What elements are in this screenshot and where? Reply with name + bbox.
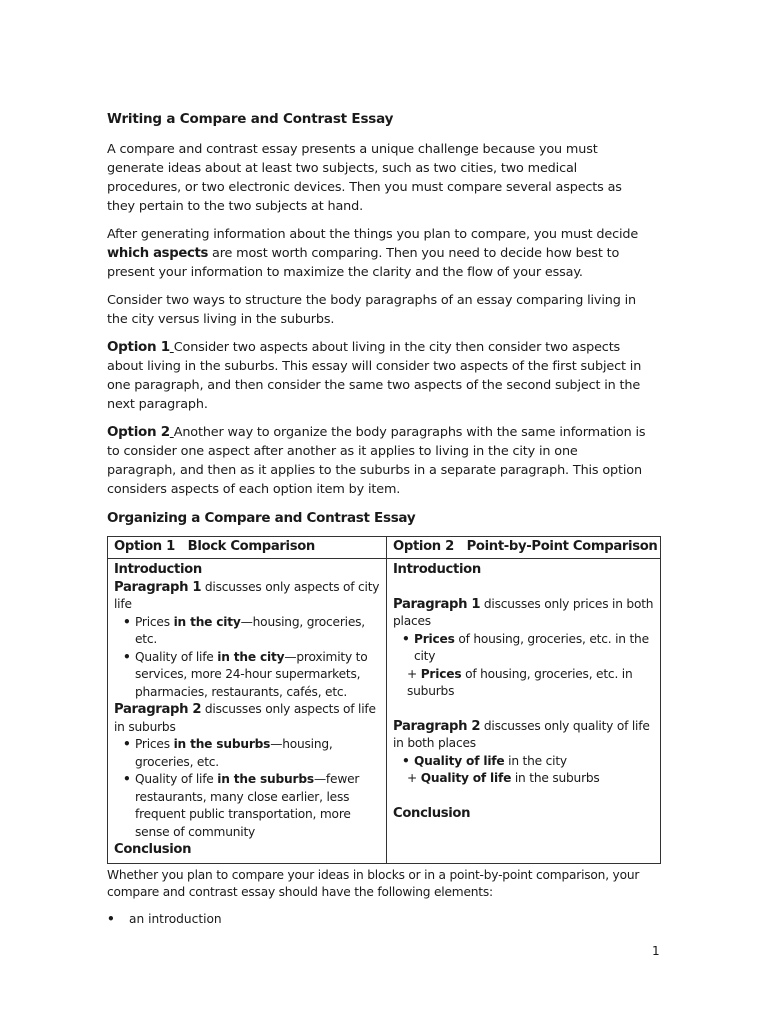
- document-content: [107, 110, 658, 928]
- item-text: in the suburbs: [514, 771, 600, 785]
- col2-header: Option 2 Point-by-Point Comparison: [393, 539, 658, 554]
- table-body-row: [108, 559, 661, 864]
- document-title: Writing a Compare and Contrast Essay: [107, 111, 394, 127]
- item-text: —housing, groceries, etc.: [135, 614, 365, 646]
- aspects-bold: which aspects: [107, 246, 209, 261]
- list-item: [135, 736, 380, 771]
- option1-paragraph: [107, 338, 647, 414]
- col2-introduction: Introduction: [393, 562, 481, 577]
- organizing-title: Organizing a Compare and Contrast Essay: [107, 510, 416, 526]
- item-text: in the city: [508, 753, 567, 768]
- option1-text: Consider two aspects about living in the city then consider two aspects about living in the suburbs. This essay will consider two aspects of the first subject in one paragraph, and then consider the same two aspects of the second subject in the next paragraph.: [107, 340, 642, 412]
- col1-para2-list: [114, 736, 380, 841]
- plus-sign: +: [407, 771, 418, 785]
- item-bold: in the city: [173, 614, 241, 629]
- col2-conclusion: Conclusion: [393, 805, 471, 821]
- list-item: [135, 771, 380, 841]
- col2-paragraph2: [393, 718, 654, 753]
- plus-sign: +: [407, 666, 418, 681]
- col2-para2-text: discusses only quality of life in both places: [393, 718, 650, 750]
- list-item: [135, 649, 380, 702]
- item-text: —proximity to services, more 24-hour supermarkets, pharmacies, restaurants, cafés, etc.: [135, 649, 368, 699]
- structure-paragraph: Consider two ways to structure the body paragraphs of an essay comparing living in the city versus living in the suburbs.: [107, 293, 636, 327]
- elements-intro-paragraph: Whether you plan to compare your ideas in blocks or in a point-by-point comparison, your compare and contrast essay should have the following elements:: [107, 867, 640, 899]
- page-number: 1: [652, 944, 660, 958]
- list-item: [135, 614, 380, 649]
- col2-para2-plus-line: [393, 770, 654, 788]
- col1-header-cell: [108, 537, 387, 559]
- col2-para1-label: Paragraph 1: [393, 596, 481, 612]
- intro-paragraph: A compare and contrast essay presents a unique challenge because you must generate ideas about at least two subjects, such as two cities, two medical procedures, or two electronic devices. Then you must compare several aspects as they pertain to the two subjects at hand.: [107, 142, 622, 214]
- item-bold: Quality of life: [414, 753, 505, 768]
- col2-para1-list: [393, 631, 654, 666]
- option1-label: Option 1: [107, 339, 170, 355]
- col1-header: Option 1 Block Comparison: [114, 539, 315, 554]
- option2-paragraph: [107, 423, 647, 499]
- col1-para2-label: Paragraph 2: [114, 702, 202, 717]
- col1-conclusion: Conclusion: [114, 842, 192, 857]
- table-header-row: [108, 537, 661, 559]
- item-bold: Prices: [414, 631, 455, 646]
- item-text: Prices: [135, 737, 170, 751]
- item-text: of housing, groceries, etc. in suburbs: [407, 666, 633, 698]
- aspects-text-pre: After generating information about the things you plan to compare, you must decide: [107, 227, 639, 242]
- col2-para2-label: Paragraph 2: [393, 718, 481, 734]
- elements-list: [107, 911, 647, 929]
- item-bold: Prices: [420, 666, 462, 681]
- col1-paragraph2: [114, 701, 380, 736]
- col2-paragraph1: [393, 596, 654, 631]
- item-bold: Quality of life: [420, 771, 512, 785]
- list-item: [414, 753, 654, 771]
- option2-label: Option 2: [107, 424, 170, 440]
- option2-text: Another way to organize the body paragraphs with the same information is to consider one aspect after another as it applies to living in the city in one paragraph, and then as it applies to the suburbs in a separate paragraph. This option considers aspects of each option item by item.: [107, 425, 646, 497]
- aspects-paragraph: [107, 225, 647, 282]
- item-bold: in the city: [217, 649, 285, 664]
- col2-para1-text: discusses only prices in both places: [393, 596, 654, 628]
- comparison-table: [107, 536, 661, 864]
- item-text: of housing, groceries, etc. in the city: [414, 631, 649, 663]
- col1-para1-text: discusses only aspects of city life: [114, 579, 380, 611]
- col1-para1-list: [114, 614, 380, 702]
- col1-paragraph1: [114, 579, 380, 614]
- list-item: • an introduction: [107, 911, 647, 929]
- col2-body-cell: [387, 559, 661, 864]
- col2-para2-list: [393, 753, 654, 771]
- col2-para1-plus-line: [393, 666, 654, 701]
- item-text: Quality of life: [135, 649, 214, 664]
- item-text: Quality of life: [135, 772, 214, 786]
- aspects-text-post: are most worth comparing. Then you need to decide how best to present your information to maximize the clarity and the flow of your essay.: [107, 246, 620, 280]
- col1-introduction: Introduction: [114, 562, 202, 577]
- item-bold: in the suburbs: [217, 772, 314, 786]
- item-bold: in the suburbs: [173, 737, 271, 751]
- col2-header-cell: [387, 537, 661, 559]
- col1-body-cell: [108, 559, 387, 864]
- item-text: Prices: [135, 614, 170, 629]
- item-text: —fewer restaurants, many close earlier, less frequent public transportation, more sense of community: [135, 772, 360, 839]
- item-text: —housing, groceries, etc.: [135, 737, 333, 769]
- col1-para2-text: discusses only aspects of life in suburbs: [114, 702, 376, 734]
- list-item: [414, 631, 654, 666]
- col1-para1-label: Paragraph 1: [114, 579, 202, 595]
